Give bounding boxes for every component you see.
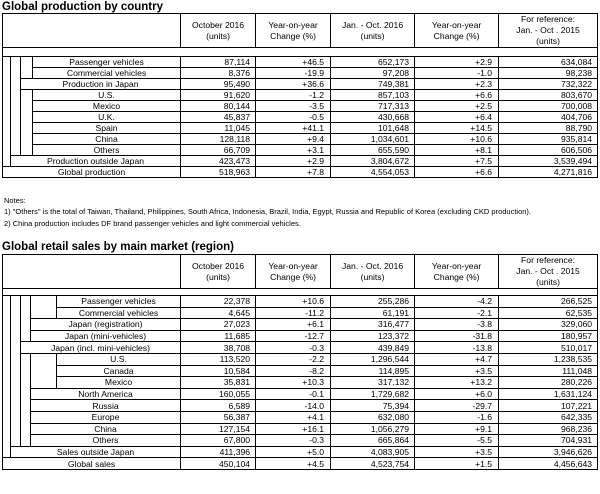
table-row: Japan (incl. mini-vehicles) 38,708 -0.3 439,849 -13.8 510,017: [3, 342, 598, 354]
table-row: Passenger vehicles 87,114 +46.5 652,173 +2.9 634,084: [3, 57, 598, 68]
table-row: Global sales 450,104 +4.5 4,523,754 +1.5 4,456,643: [3, 458, 598, 470]
table-row: Japan (registration) 27,023 +6.1 316,477 -3.8 329,060: [3, 319, 598, 331]
production-table: [2, 13, 598, 178]
table-row: Spain 11,045 +41.1 101,648 +14.5 88,790: [3, 123, 598, 134]
note-2: 2) China production includes DF brand passenger vehicles and light commercial vehicles.: [4, 219, 301, 228]
table-row: Passenger vehicles 22,378 +10.6 255,286 -4.2 266,525: [3, 296, 598, 308]
table-row: Production in Japan 95,490 +36.6 749,381 +2.3 732,322: [3, 79, 598, 90]
table-row: China 128,118 +9.4 1,034,601 +10.6 935,814: [3, 134, 598, 145]
header-jan-oct: Jan. - Oct. 2016 (units): [331, 255, 415, 289]
table-row: Mexico 35,831 +10.3 317,132 +13.2 280,226: [3, 377, 598, 389]
notes-heading: Notes:: [4, 196, 26, 205]
note-1: 1) "Others" is the total of Taiwan, Thailand, Philippines, South Africa, Indonesia, Brazil, India, Egypt, Russia and Republic of Korea (excluding CKD production).: [4, 207, 531, 216]
table-row: Others 67,800 -0.3 665,864 -5.5 704,931: [3, 435, 598, 447]
table-row: U.K. 45,837 -0.5 430,668 +6.4 404,706: [3, 112, 598, 123]
table-row: China 127,154 +16.1 1,056,279 +9.1 968,236: [3, 423, 598, 435]
header-yoy-1: Year-on-year Change (%): [256, 14, 331, 48]
table-row: Russia 6,589 -14.0 75,394 -29.7 107,221: [3, 400, 598, 412]
table-row: U.S. 91,620 -1.2 857,103 +6.6 803,670: [3, 90, 598, 101]
retail-table: [2, 254, 598, 470]
header-october: October 2016 (units): [181, 255, 256, 289]
table-row: Mexico 80,144 -3.5 717,313 +2.5 700,008: [3, 101, 598, 112]
header-jan-oct: Jan. - Oct. 2016 (units): [331, 14, 415, 48]
table-row: Commercial vehicles 4,645 -11.2 61,191 -2.1 62,535: [3, 307, 598, 319]
table-row: Production outside Japan 423,473 +2.9 3,804,672 +7.5 3,539,494: [3, 156, 598, 167]
table-row: Global production 518,963 +7.8 4,554,053 +6.6 4,271,816: [3, 167, 598, 178]
table-row: U.S. 113,520 -2.2 1,296,544 +4.7 1,238,535: [3, 353, 598, 365]
header-reference: For reference: Jan. - Oct . 2015 (units): [499, 14, 598, 48]
production-header-row: [3, 14, 598, 48]
header-yoy-1: Year-on-year Change (%): [256, 255, 331, 289]
retail-title: Global retail sales by main market (region): [2, 241, 234, 253]
table-row: Canada 10,584 -8.2 114,895 +3.5 111,048: [3, 365, 598, 377]
table-row: Europe 56,387 +4.1 632,080 -1.6 642,335: [3, 411, 598, 423]
production-title: Global production by country: [2, 1, 163, 13]
header-yoy-2: Year-on-year Change (%): [415, 14, 499, 48]
retail-header-row: [3, 255, 598, 289]
header-yoy-2: Year-on-year Change (%): [415, 255, 499, 289]
table-row: Sales outside Japan 411,396 +5.0 4,083,905 +3.5 3,946,626: [3, 446, 598, 458]
table-row: Japan (mini-vehicles) 11,685 -12.7 123,372 -31.8 180,957: [3, 330, 598, 342]
table-row: Others 66,709 +3.1 655,590 +8.1 606,506: [3, 145, 598, 156]
table-row: Commercial vehicles 8,376 -19.9 97,208 -1.0 98,238: [3, 68, 598, 79]
header-reference: For reference: Jan. - Oct . 2015 (units): [499, 255, 598, 289]
table-row: North America 160,055 -0.1 1,729,682 +6.0 1,631,124: [3, 388, 598, 400]
header-october: October 2016 (units): [181, 14, 256, 48]
